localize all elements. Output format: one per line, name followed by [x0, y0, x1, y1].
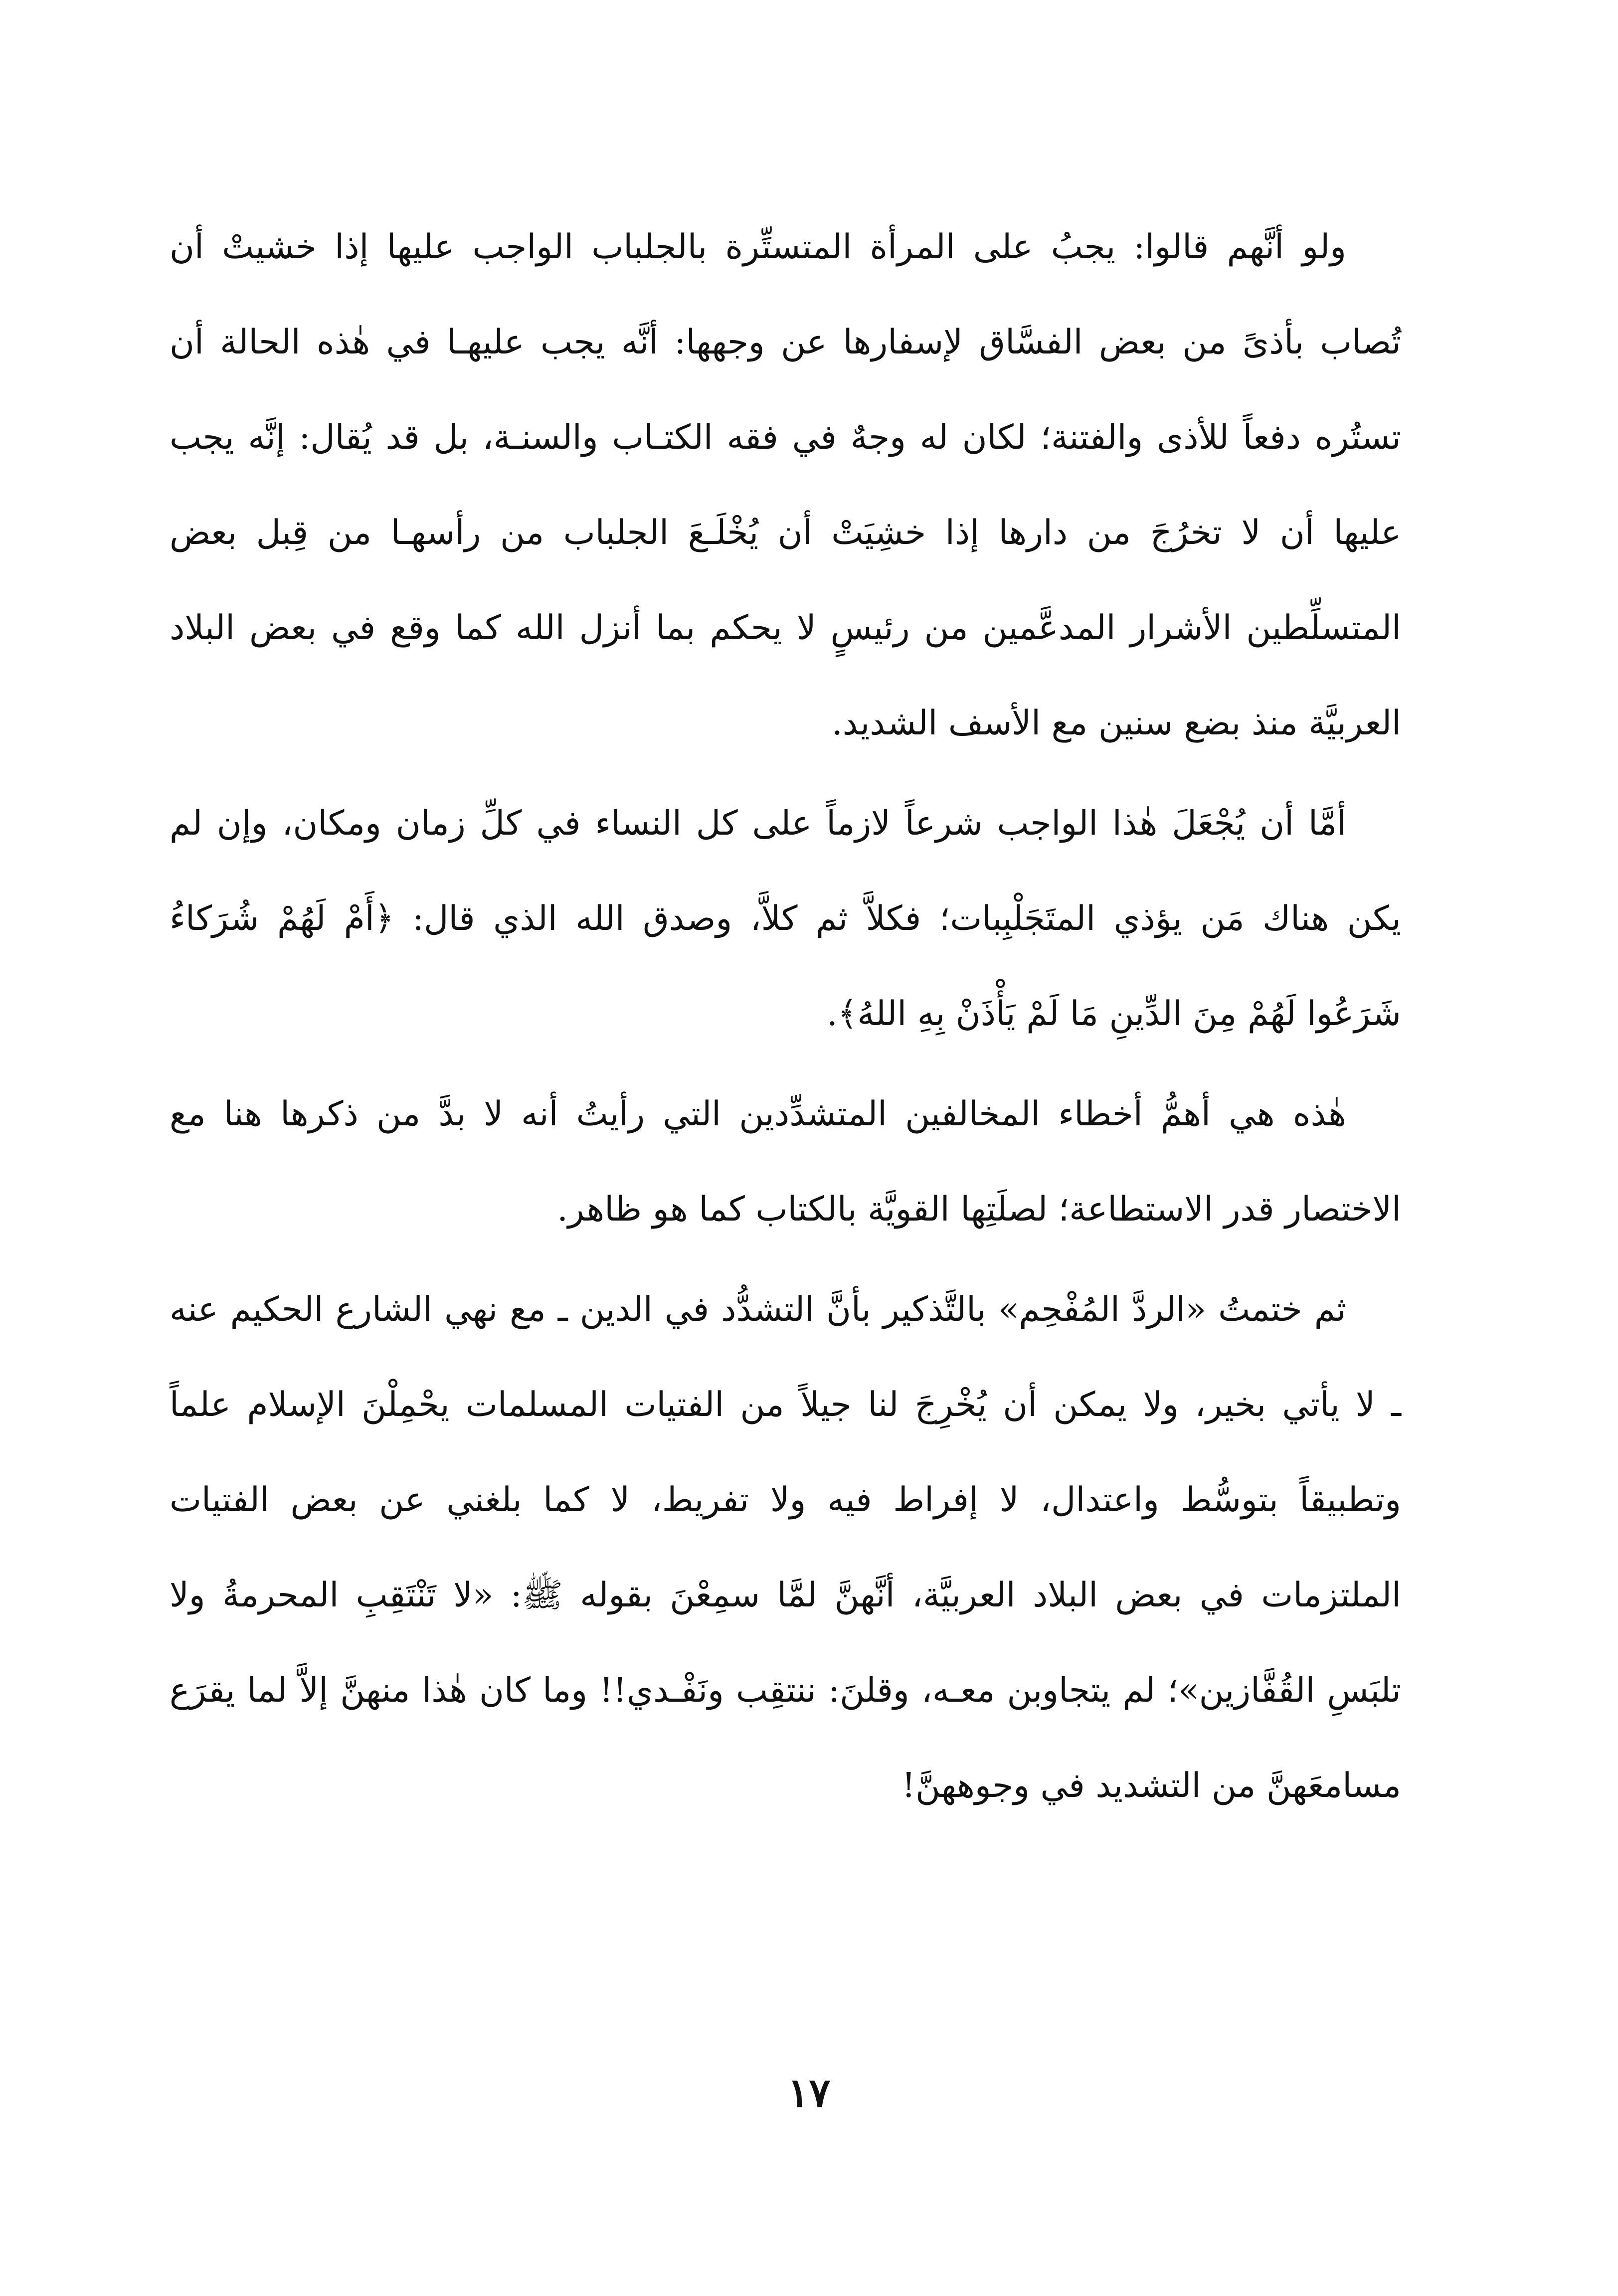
paragraph-1: ولو أنَّهم قالوا: يجبُ على المرأة المتستِّرة بالجلباب الواجب عليها إذا خشيتْ أن تُصاب بأذىً من بعض الفسَّاق لإسفارها عن وجهها: أنَّه يجب عليهـا في هٰذه الحالة أن تستُره دفعاً للأذى والفتنة؛ لكان له وجهٌ في فقه الكتـاب والسنـة، بل قد يُقال: إنَّه يجب عليها أن لا تخرُجَ من دارها إذا خشِيَتْ أن يُخْلَـعَ الجلباب من رأسهـا من قِبل بعض المتسلِّطين الأشرار المدعَّمين من رئيسٍ لا يحكم بما أنزل الله كما وقع في بعض البلاد العربيَّة منذ بضع سنين مع الأسف الشديد. [170, 227, 1402, 743]
paragraph-4: ثم ختمتُ «الردَّ المُفْحِم» بالتَّذكير بأنَّ التشدُّد في الدين ـ مع نهي الشارع الحكيم عنه ـ لا يأتي بخير، ولا يمكن أن يُخْرِجَ لنا جيلاً من الفتيات المسلمات يحْمِلْنَ الإسلام علماً وتطبيقاً بتوسُّط واعتدال، لا إفراط فيه ولا تفريط، لا كما بلغني عن بعض الفتيات الملتزمات في بعض البلاد العربيَّة، أنَّهنَّ لمَّا سمِعْنَ بقوله ﷺ: «لا تَنْتَقِبِ المحرمةُ ولا تلبَسِ القُفَّازين»؛ لم يتجاوبن معـه، وقلنَ: ننتقِب ونَفْـدي!! وما كان هٰذا منهنَّ إلاَّ لما يقرَع مسامعَهنَّ من التشديد في وجوههنَّ! [170, 1290, 1401, 1805]
page-body [170, 199, 1401, 1833]
paragraph-2: أمَّا أن يُجْعَلَ هٰذا الواجب شرعاً لازماً على كل النساء في كلِّ زمان ومكان، وإن لم يكن هناك مَن يؤذي المتَجَلْبِبات؛ فكلاَّ ثم كلاَّ، وصدق الله الذي قال: ﴿أَمْ لَهُمْ شُرَكاءُ شَرَعُوا لَهُمْ مِنَ الدِّينِ مَا لَمْ يَأْذَنْ بِهِ اللهُ﴾. [170, 804, 1401, 1034]
paragraph-3: هٰذه هي أهمُّ أخطاء المخالفين المتشدِّدين التي رأيتُ أنه لا بدَّ من ذكرها هنا مع الاختصار قدر الاستطاعة؛ لصلَتِها القويَّة بالكتاب كما هو ظاهر. [170, 1094, 1401, 1229]
page-number: ١٧ [787, 2069, 831, 2116]
